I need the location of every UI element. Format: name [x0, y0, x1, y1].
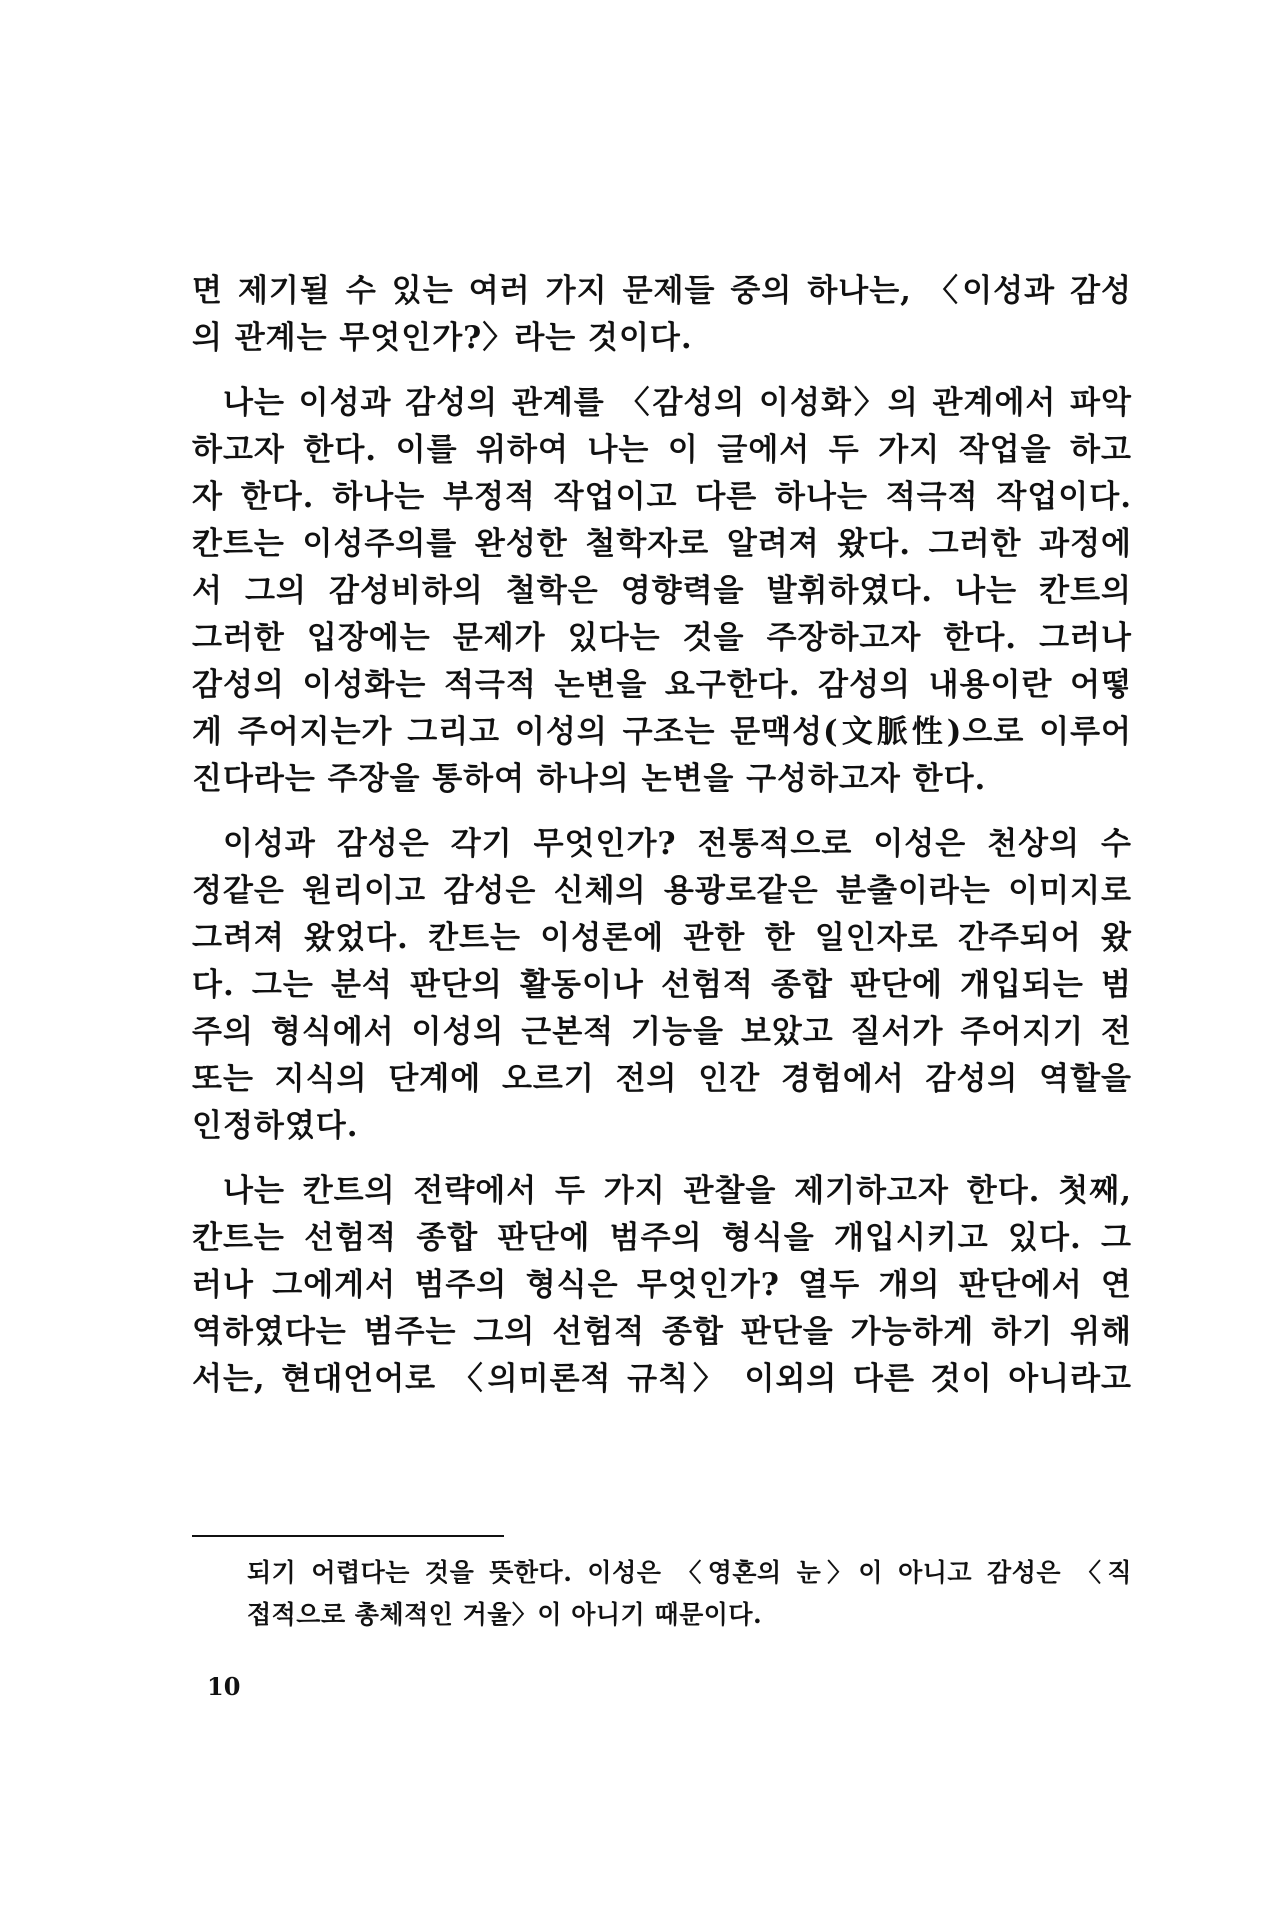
text-line: 칸트는 선험적 종합 판단에 범주의 형식을 개입시키고 있다. 그: [192, 1220, 1132, 1256]
page-number: 10: [207, 1672, 241, 1701]
text-line: 나는 이성과 감성의 관계를 〈감성의 이성화〉의 관계에서 파악: [223, 385, 1132, 421]
paragraph-1: [192, 268, 1132, 362]
paragraph-4: [192, 1168, 1132, 1403]
text-line: 서 그의 감성비하의 철학은 영향력을 발휘하였다. 나는 칸트의: [192, 573, 1132, 609]
text-line: 러나 그에게서 범주의 형식은 무엇인가? 열두 개의 판단에서 연: [192, 1267, 1132, 1303]
text-line: 다. 그는 분석 판단의 활동이나 선험적 종합 판단에 개입되는 범: [192, 967, 1132, 1003]
paragraph-3: [192, 821, 1132, 1150]
text-line: 그러한 입장에는 문제가 있다는 것을 주장하고자 한다. 그러나: [192, 620, 1132, 656]
text-line: 또는 지식의 단계에 오르기 전의 인간 경험에서 감성의 역할을: [192, 1061, 1132, 1097]
paragraph-2: [192, 380, 1132, 803]
footnote-line: 되기 어렵다는 것을 뜻한다. 이성은 〈영혼의 눈〉이 아니고 감성은 〈직: [247, 1558, 1132, 1587]
footnote-divider: [192, 1535, 504, 1537]
text-line: 면 제기될 수 있는 여러 가지 문제들 중의 하나는, 〈이성과 감성: [192, 273, 1132, 309]
text-line: 자 한다. 하나는 부정적 작업이고 다른 하나는 적극적 작업이다.: [192, 479, 1132, 515]
text-line: 의 관계는 무엇인가?〉라는 것이다.: [192, 320, 693, 356]
footnote-line: 접적으로 총체적인 거울〉이 아니기 때문이다.: [247, 1600, 763, 1629]
text-line: 게 주어지는가 그리고 이성의 구조는 문맥성(文脈性)으로 이루어: [192, 714, 1132, 750]
text-line: 하고자 한다. 이를 위하여 나는 이 글에서 두 가지 작업을 하고: [192, 432, 1132, 468]
text-line: 서는, 현대언어로 〈의미론적 규칙〉 이외의 다른 것이 아니라고: [192, 1361, 1132, 1397]
text-line: 감성의 이성화는 적극적 논변을 요구한다. 감성의 내용이란 어떻: [192, 667, 1132, 703]
text-line: 나는 칸트의 전략에서 두 가지 관찰을 제기하고자 한다. 첫째,: [223, 1173, 1132, 1209]
text-line: 역하였다는 범주는 그의 선험적 종합 판단을 가능하게 하기 위해: [192, 1314, 1132, 1350]
footnote: [247, 1552, 1132, 1636]
text-line: 이성과 감성은 각기 무엇인가? 전통적으로 이성은 천상의 수: [223, 826, 1132, 862]
text-line: 진다라는 주장을 통하여 하나의 논변을 구성하고자 한다.: [192, 761, 987, 797]
text-line: 인정하였다.: [192, 1108, 359, 1144]
text-line: 칸트는 이성주의를 완성한 철학자로 알려져 왔다. 그러한 과정에: [192, 526, 1132, 562]
text-line: 정같은 원리이고 감성은 신체의 용광로같은 분출이라는 이미지로: [192, 873, 1132, 909]
body-text: [192, 268, 1132, 1403]
text-line: 주의 형식에서 이성의 근본적 기능을 보았고 질서가 주어지기 전: [192, 1014, 1132, 1050]
text-line: 그려져 왔었다. 칸트는 이성론에 관한 한 일인자로 간주되어 왔: [192, 920, 1132, 956]
